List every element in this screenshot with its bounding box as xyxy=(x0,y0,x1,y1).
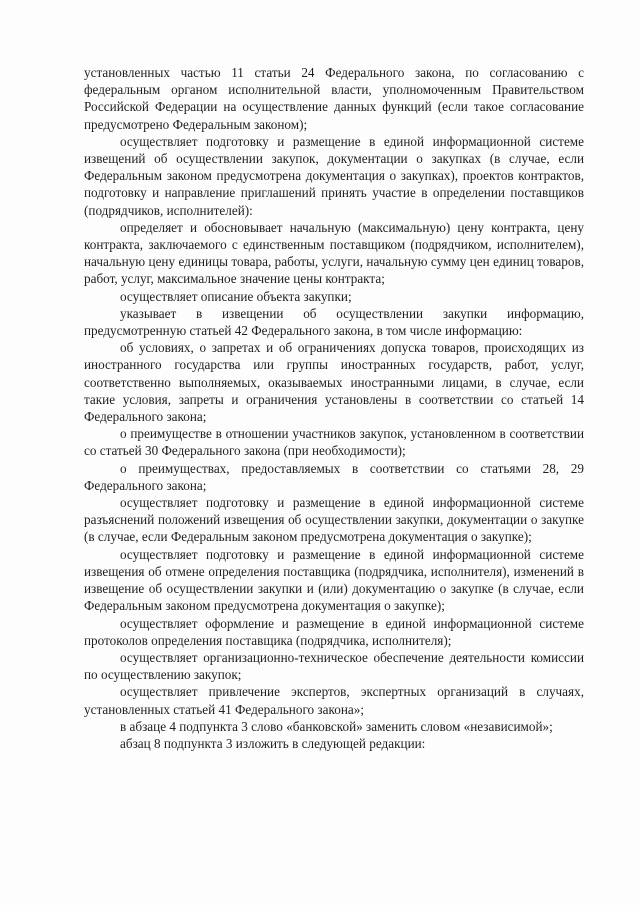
paragraph-8: о преимуществах, предоставляемых в соответствии со статьями 28, 29 Федерального закона; xyxy=(84,460,584,493)
paragraph-15: абзац 8 подпункта 3 изложить в следующей редакции: xyxy=(120,735,426,751)
paragraph-13: осуществляет привлечение экспертов, экспертных организаций в случаях, установленных статьей 41 Федерального закона»; xyxy=(84,684,584,717)
document-body xyxy=(84,64,584,752)
paragraph-1: установленных частью 11 статьи 24 Федерального закона, по согласованию с федеральным органом исполнительной власти, уполномоченным Правительством Российской Федерации на осуществление данных функций (если такое согласование предусмотрено Федеральным законом); xyxy=(84,65,584,132)
paragraph-11: осуществляет оформление и размещение в единой информационной системе протоколов определения поставщика (подрядчика, исполнителя); xyxy=(84,615,584,648)
paragraph-9: осуществляет подготовку и размещение в единой информационной системе разъяснений положений извещения об осуществлении закупки, документации о закупке (в случае, если Федеральным законом предусмотрена документация о закупке); xyxy=(84,495,584,545)
paragraph-12: осуществляет организационно-техническое обеспечение деятельности комиссии по осуществлению закупок; xyxy=(84,649,584,683)
paragraph-3: определяет и обосновывает начальную (максимальную) цену контракта, цену контракта, заключаемого с единственным поставщиком (подрядчиком, исполнителем), начальную цену единицы товара, работы, услуги, начальную сумму цен единиц товаров, работ, услуг, максимальное значение цены контракта; xyxy=(84,219,584,287)
paragraph-5: указывает в извещении об осуществлении закупки информацию, предусмотренную статьей 42 Федерального закона, в том числе информацию: xyxy=(84,305,584,339)
paragraph-4: осуществляет описание объекта закупки; xyxy=(120,288,352,304)
paragraph-10: осуществляет подготовку и размещение в единой информационной системе извещения об отмене определения поставщика (подрядчика, исполнителя), изменений в извещение об осуществлении закупки и (или) документацию о закупке (в случае, если Федеральным законом предусмотрена документация о закупке); xyxy=(84,546,584,614)
paragraph-2: осуществляет подготовку и размещение в единой информационной системе извещений об осуществлении закупок, документации о закупках (в случае, если Федеральным законом предусмотрена документация о закупках), проектов контрактов, подготовку и направление приглашений принять участие в определении поставщиков (подрядчиков, исполнителей): xyxy=(84,133,584,218)
paragraph-14: в абзаце 4 подпункта 3 слово «банковской» заменить словом «независимой»; xyxy=(120,718,553,734)
paragraph-7: о преимуществе в отношении участников закупок, установленном в соответствии со статьей 30 Федерального закона (при необходимости); xyxy=(84,426,584,459)
paragraph-6: об условиях, о запретах и об ограничениях допуска товаров, происходящих из иностранного государства или группы иностранных государств, работ, услуг, соответственно выполняемых, оказываемых иностранными лицами, в случае, если такие условия, запреты и ограничения установлены в соответствии со статьей 14 Федерального закона; xyxy=(84,340,584,425)
